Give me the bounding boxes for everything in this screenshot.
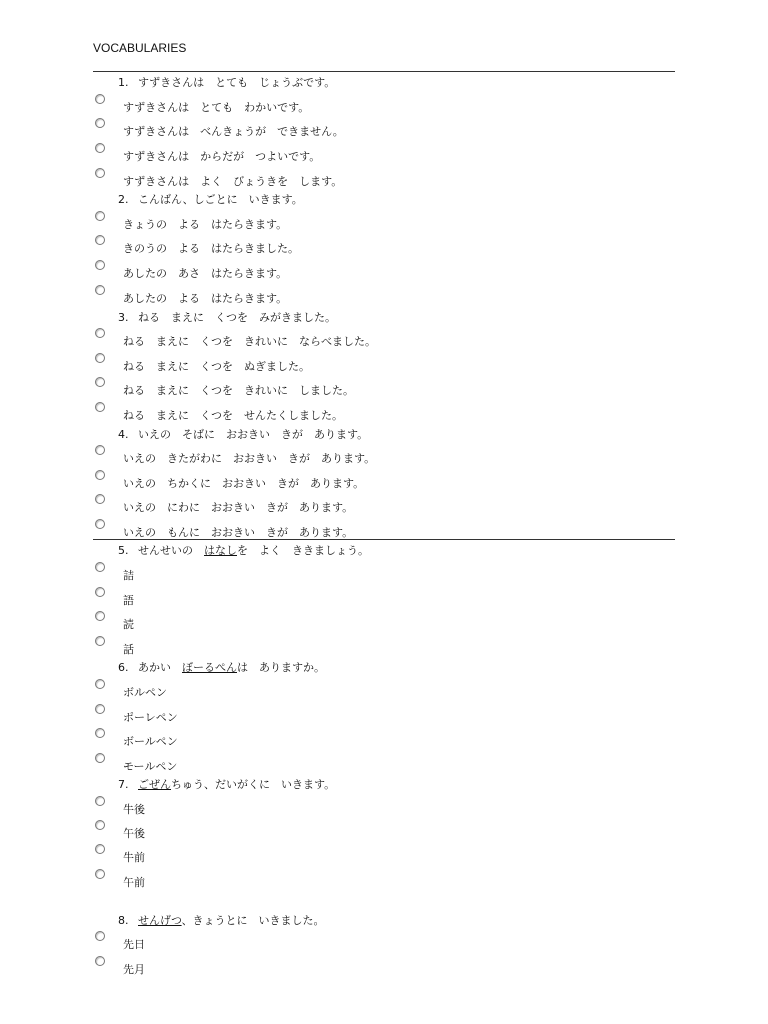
question-number: 1. bbox=[118, 76, 129, 89]
radio-q2-option-2[interactable] bbox=[95, 235, 105, 245]
question-text-post: ちゅう、だいがくに いきます。 bbox=[171, 778, 336, 791]
radio-q3-option-3[interactable] bbox=[95, 377, 105, 387]
option-label: すずきさんは とても わかいです。 bbox=[123, 101, 310, 114]
question-number: 2. bbox=[118, 193, 129, 206]
radio-q6-option-1[interactable] bbox=[95, 679, 105, 689]
option-label: きのうの よる はたらきました。 bbox=[123, 242, 299, 255]
option-label: あしたの あさ はたらきます。 bbox=[123, 267, 288, 280]
option-label: いえの もんに おおきい きが あります。 bbox=[123, 526, 354, 539]
radio-q7-option-2[interactable] bbox=[95, 820, 105, 830]
radio-q4-option-3[interactable] bbox=[95, 494, 105, 504]
option-label: ねる まえに くつを きれいに しました。 bbox=[123, 384, 354, 397]
question-text-post: は ありますか。 bbox=[237, 661, 325, 674]
question-text-under: ぼーるぺん bbox=[182, 661, 237, 674]
option-label: 話 bbox=[123, 643, 134, 656]
radio-q1-option-1[interactable] bbox=[95, 94, 105, 104]
option-label: ボールペン bbox=[123, 735, 178, 748]
question-text-post: を よく ききましょう。 bbox=[237, 544, 369, 557]
radio-q1-option-3[interactable] bbox=[95, 143, 105, 153]
question-text-pre: いえの そばに おおきい きが あります。 bbox=[138, 428, 369, 441]
question-text-pre: あかい bbox=[138, 661, 182, 674]
option-label: きょうの よる はたらきます。 bbox=[123, 218, 288, 231]
question-text-under: せんげつ bbox=[138, 914, 182, 927]
option-label: 牛後 bbox=[123, 803, 145, 816]
question-7 bbox=[118, 778, 335, 792]
question-number: 4. bbox=[118, 428, 129, 441]
radio-q7-option-1[interactable] bbox=[95, 796, 105, 806]
radio-q5-option-1[interactable] bbox=[95, 562, 105, 572]
radio-q3-option-2[interactable] bbox=[95, 353, 105, 363]
option-label: ねる まえに くつを きれいに ならべました。 bbox=[123, 335, 376, 348]
option-label: 牛前 bbox=[123, 851, 145, 864]
radio-q1-option-4[interactable] bbox=[95, 168, 105, 178]
radio-q1-option-2[interactable] bbox=[95, 118, 105, 128]
radio-q2-option-4[interactable] bbox=[95, 285, 105, 295]
radio-q5-option-4[interactable] bbox=[95, 636, 105, 646]
option-label: ポーレペン bbox=[123, 711, 178, 724]
question-number: 7. bbox=[118, 778, 129, 791]
radio-q8-option-2[interactable] bbox=[95, 956, 105, 966]
question-number: 3. bbox=[118, 311, 129, 324]
question-text-under: ごぜん bbox=[138, 778, 171, 791]
option-label: ねる まえに くつを ぬぎました。 bbox=[123, 360, 310, 373]
question-text-pre: せんせいの bbox=[138, 544, 204, 557]
question-1 bbox=[118, 76, 335, 90]
question-8 bbox=[118, 914, 325, 928]
option-label: あしたの よる はたらきます。 bbox=[123, 292, 288, 305]
option-label: すずきさんは べんきょうが できません。 bbox=[123, 125, 344, 138]
question-number: 6. bbox=[118, 661, 129, 674]
question-6 bbox=[118, 661, 325, 675]
question-text-pre: すずきさんは とても じょうぶです。 bbox=[138, 76, 336, 89]
radio-q2-option-3[interactable] bbox=[95, 260, 105, 270]
option-label: 先日 bbox=[123, 938, 145, 951]
question-3 bbox=[118, 311, 336, 325]
question-2 bbox=[118, 193, 303, 207]
radio-q6-option-3[interactable] bbox=[95, 728, 105, 738]
question-number: 5. bbox=[118, 544, 129, 557]
radio-q2-option-1[interactable] bbox=[95, 211, 105, 221]
question-text-post: 、きょうとに いきました。 bbox=[181, 914, 325, 927]
radio-q6-option-2[interactable] bbox=[95, 704, 105, 714]
radio-q6-option-4[interactable] bbox=[95, 753, 105, 763]
option-label: いえの ちかくに おおきい きが あります。 bbox=[123, 477, 365, 490]
question-4 bbox=[118, 428, 368, 442]
page-title: VOCABULARIES bbox=[93, 41, 187, 55]
option-label: いえの にわに おおきい きが あります。 bbox=[123, 501, 354, 514]
option-label: 詰 bbox=[123, 569, 134, 582]
option-label: 午後 bbox=[123, 827, 145, 840]
option-label: 午前 bbox=[123, 876, 145, 889]
option-label: すずきさんは よく びょうきを します。 bbox=[123, 175, 343, 188]
radio-q8-option-1[interactable] bbox=[95, 931, 105, 941]
divider-top bbox=[93, 71, 675, 72]
radio-q5-option-2[interactable] bbox=[95, 587, 105, 597]
option-label: ねる まえに くつを せんたくしました。 bbox=[123, 409, 343, 422]
radio-q4-option-1[interactable] bbox=[95, 445, 105, 455]
radio-q4-option-2[interactable] bbox=[95, 470, 105, 480]
question-text-pre: こんばん、しごとに いきます。 bbox=[138, 193, 303, 206]
option-label: 語 bbox=[123, 594, 134, 607]
radio-q5-option-3[interactable] bbox=[95, 611, 105, 621]
question-number: 8. bbox=[118, 914, 129, 927]
option-label: 先月 bbox=[123, 963, 145, 976]
question-text-pre: ねる まえに くつを みがきました。 bbox=[138, 311, 336, 324]
radio-q3-option-1[interactable] bbox=[95, 328, 105, 338]
option-label: すずきさんは からだが つよいです。 bbox=[123, 150, 321, 163]
radio-q7-option-4[interactable] bbox=[95, 869, 105, 879]
question-text-under: はなし bbox=[204, 544, 237, 557]
option-label: いえの きたがわに おおきい きが あります。 bbox=[123, 452, 376, 465]
radio-q3-option-4[interactable] bbox=[95, 402, 105, 412]
radio-q4-option-4[interactable] bbox=[95, 519, 105, 529]
question-5 bbox=[118, 544, 369, 558]
option-label: ボルペン bbox=[123, 686, 167, 699]
radio-q7-option-3[interactable] bbox=[95, 844, 105, 854]
option-label: 読 bbox=[123, 618, 134, 631]
option-label: モールペン bbox=[123, 760, 178, 773]
